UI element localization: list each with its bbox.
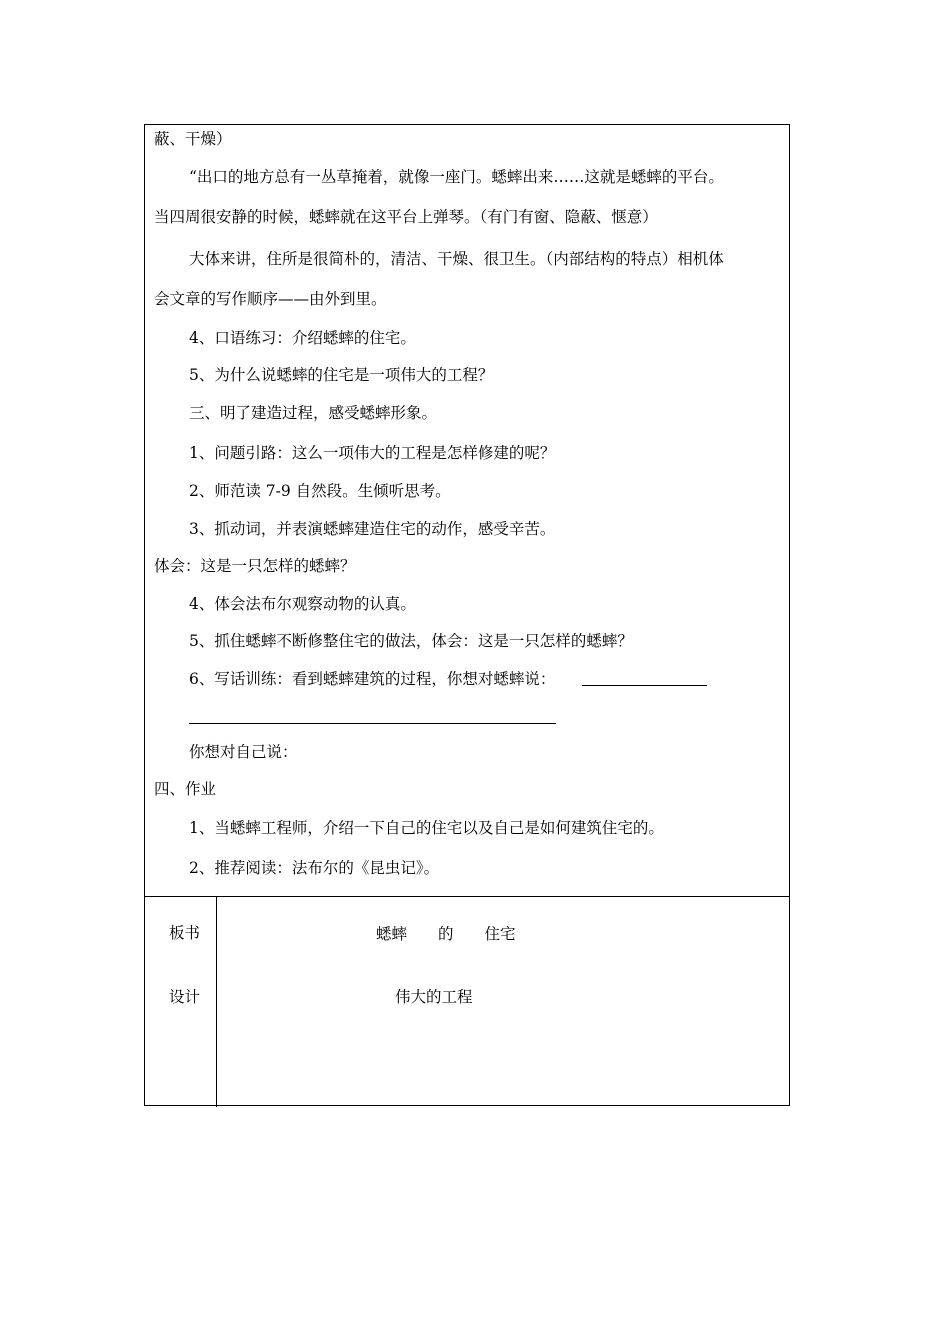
text-line: 4、口语练习：介绍蟋蟀的住宅。 — [189, 329, 416, 347]
teaching-process-cell — [145, 125, 789, 896]
text-line: 1、问题引路：这么一项伟大的工程是怎样修建的呢？ — [189, 444, 556, 462]
board-label: 板书 — [169, 924, 201, 942]
text-line: 3、抓动词，并表演蟋蟀建造住宅的动作，感受辛苦。 — [189, 520, 556, 538]
text-line: 2、推荐阅读：法布尔的《昆虫记》。 — [189, 859, 440, 877]
board-subtitle: 伟大的工程 — [395, 988, 473, 1006]
text-line: 1、当蟋蟀工程师，介绍一下自己的住宅以及自己是如何建筑住宅的。 — [189, 819, 664, 837]
writing-blank — [582, 685, 707, 686]
column-divider — [216, 896, 217, 1107]
text-line: 三、明了建造过程，感受蟋蟀形象。 — [189, 404, 438, 422]
board-label: 设计 — [169, 988, 201, 1006]
text-line: 你想对自己说： — [189, 743, 298, 761]
writing-blank — [189, 723, 556, 724]
text-line: 2、师范读 7-9 自然段。生倾听思考。 — [189, 482, 451, 500]
lesson-plan-table — [144, 124, 790, 1106]
text-line: “出口的地方总有一丛草掩着，就像一座门。蟋蟀出来……这就是蟋蟀的平台。 — [189, 168, 724, 186]
text-line: 5、为什么说蟋蟀的住宅是一项伟大的工程？ — [189, 366, 494, 384]
text-line: 6、写话训练：看到蟋蟀建筑的过程，你想对蟋蟀说： — [189, 670, 556, 688]
text-line: 5、抓住蟋蟀不断修整住宅的做法，体会：这是一只怎样的蟋蟀？ — [189, 632, 633, 650]
row-divider — [145, 896, 789, 897]
text-line: 四、作业 — [154, 780, 217, 798]
text-line: 大体来讲，住所是很简朴的，清洁、干燥、很卫生。（内部结构的特点）相机体 — [189, 250, 724, 268]
text-line: 蔽、干燥） — [154, 130, 232, 148]
board-title: 蟋蟀 的 住宅 — [376, 925, 516, 943]
text-line: 4、体会法布尔观察动物的认真。 — [189, 595, 416, 613]
text-line: 体会：这是一只怎样的蟋蟀？ — [154, 557, 356, 575]
text-line: 当四周很安静的时候，蟋蟀就在这平台上弹琴。（有门有窗、隐蔽、惬意） — [154, 208, 658, 226]
text-line: 会文章的写作顺序——由外到里。 — [154, 290, 387, 308]
